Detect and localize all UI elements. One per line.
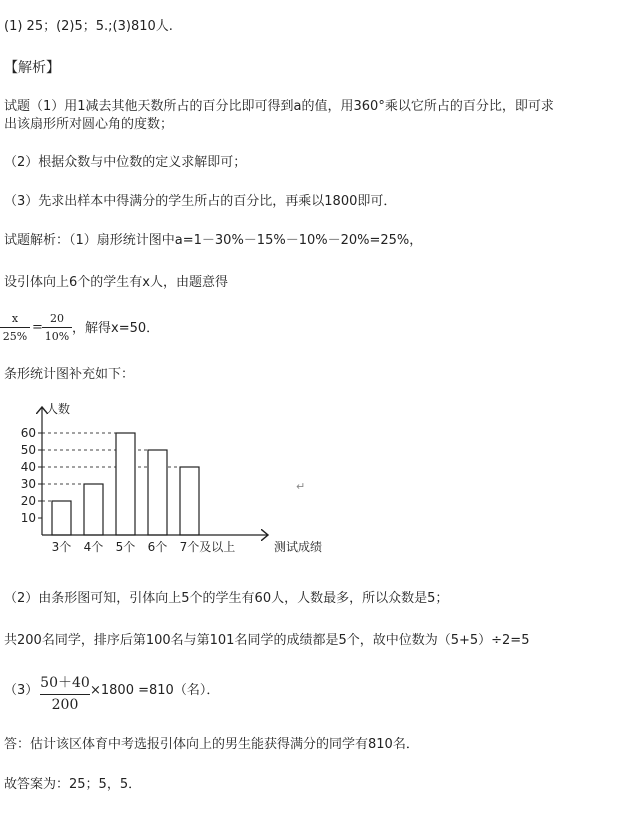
- y-tick-label-40: 40: [20, 460, 36, 474]
- y-tick-label-50: 50: [20, 443, 36, 457]
- analysis-paragraph-3: （3）先求出样本中得满分的学生所占的百分比，再乘以1800即可．: [4, 194, 397, 209]
- part-3-denominator: 200: [51, 697, 79, 713]
- y-tick-label-60: 60: [20, 426, 36, 440]
- answer-line: (1) 25；(2)5；5.;(3)810人.: [4, 19, 173, 34]
- bar-7个及以上: [180, 467, 199, 535]
- equation-right-numerator: 20: [50, 312, 64, 325]
- x-tick-label-4: 7个及以上: [179, 540, 236, 554]
- equation-right-denominator: 10%: [44, 330, 70, 343]
- analysis-paragraph-1-cont: 出该扇形所对圆心角的度数；: [4, 117, 174, 132]
- solution-step-2: 设引体向上6个的学生有x人，由题意得: [4, 275, 228, 290]
- solution-step-5: 共200名同学，排序后第100名与第101名同学的成绩都是5个，故中位数为（5+5）÷2=5: [4, 633, 530, 648]
- analysis-paragraph-2: （2）根据众数与中位数的定义求解即可；: [4, 155, 247, 170]
- solution-step-1: 试题解析：（1）扇形统计图中a=1－30%－15%－10%－20%=25%，: [4, 233, 423, 248]
- analysis-heading: 【解析】: [4, 60, 60, 76]
- x-tick-label-2: 5个: [115, 540, 136, 554]
- bar-5个: [116, 433, 135, 535]
- equation-left-denominator: 25%: [2, 330, 28, 343]
- x-tick-label-3: 6个: [147, 540, 168, 554]
- part-3-fraction: [40, 672, 90, 713]
- part-3-numerator: 50＋40: [40, 675, 90, 691]
- solution-step-4: （2）由条形图可知，引体向上5个的学生有60人，人数最多，所以众数是5；: [4, 591, 449, 606]
- part-3-prefix: （3）: [4, 683, 39, 698]
- equation-left-fraction: [0, 312, 30, 343]
- return-mark: ↵: [296, 480, 306, 493]
- x-tick-label-0: 3个: [51, 540, 72, 554]
- equation-result: ，解得x=50．: [72, 321, 160, 336]
- equation-right-fraction: [42, 312, 72, 343]
- bar-6个: [148, 450, 167, 535]
- solution-step-3: 条形统计图补充如下：: [4, 367, 135, 382]
- final-answer: 故答案为：25；5，5．: [4, 777, 142, 792]
- bar-3个: [52, 501, 71, 535]
- analysis-paragraph-1: 试题（1）用1减去其他天数所占的百分比即可得到a的值，用360°乘以它所占的百分比，即可求: [4, 99, 554, 114]
- x-tick-label-1: 4个: [83, 540, 104, 554]
- bar-4个: [84, 484, 103, 535]
- equation-left-numerator: x: [11, 312, 19, 325]
- y-tick-label-20: 20: [20, 494, 36, 508]
- bar-chart: [0, 395, 340, 570]
- part-3-result: ×1800 =810（名）．: [90, 683, 220, 698]
- equals-sign: =: [32, 320, 43, 335]
- y-tick-label-10: 10: [20, 511, 36, 525]
- x-axis-label: 测试成绩: [273, 540, 323, 554]
- conclusion: 答：估计该区体育中考选报引体向上的男生能获得满分的同学有810名．: [4, 737, 419, 752]
- y-tick-label-30: 30: [20, 477, 36, 491]
- y-axis-label: 人数: [46, 402, 71, 416]
